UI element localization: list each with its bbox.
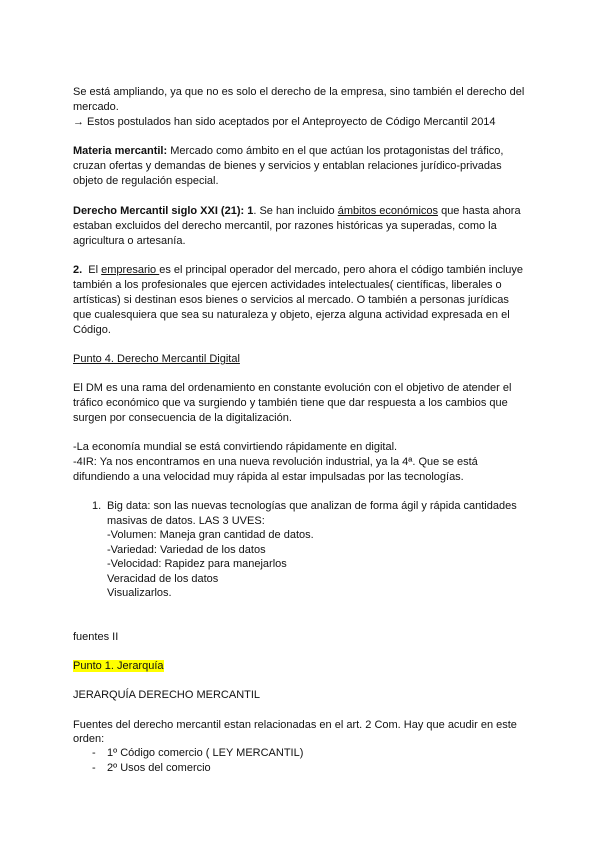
list-dash: -	[92, 747, 96, 759]
punto4-row	[73, 352, 533, 367]
ambitos-link[interactable]: ámbitos económicos	[337, 205, 439, 217]
point2-line-5: Código.	[73, 324, 111, 336]
bigdata-item: -Velocidad: Rapidez para manejarlos	[107, 558, 287, 570]
fuentes-dm-line-1: Fuentes del derecho mercantil estan relacionadas en el art. 2 Com. Hay que acudir en este	[73, 719, 517, 731]
bigdata-item: -Variedad: Variedad de los datos	[107, 544, 266, 556]
point2-post: es el principal operador del mercado, pero ahora el código también incluye	[159, 264, 524, 276]
point2-line-1	[73, 263, 533, 278]
materia-label: Materia mercantil:	[73, 145, 168, 157]
point2-line-2: también a los profesionales que ejercen actividades intelectuales( científicas, liberales o	[73, 279, 502, 291]
list-item: 2º Usos del comercio	[107, 762, 211, 774]
bigdata-line-2: masivas de datos. LAS 3 UVES:	[107, 515, 265, 527]
punto1-title: Punto 1. Jerarquía	[73, 660, 164, 672]
intro-line-2: mercado.	[73, 101, 119, 113]
point2-line-3: artísticas) si destinan esos bienes o servicios al mercado. O también a personas jurídicas	[73, 294, 509, 306]
dm-line-1: El DM es una rama del ordenamiento en constante evolución con el objetivo de atender el	[73, 382, 512, 394]
bigdata-line-1: Big data: son las nuevas tecnologías que analizan de forma ágil y rápida cantidades	[107, 500, 517, 512]
bigdata-number: 1.	[92, 500, 102, 512]
dm-line-2: tráfico económico que va surgiendo y también tiene que dar respuesta a los cambios que	[73, 397, 508, 409]
siglo-line-3: agricultura o artesanía.	[73, 235, 186, 247]
siglo-label: Derecho Mercantil siglo XXI (21): 1	[73, 205, 254, 217]
materia-line-3: objeto de regulación especial.	[73, 175, 219, 187]
dm-line-3: surgen por consecuencia de la digitalización.	[73, 412, 292, 424]
bigdata-item: -Volumen: Maneja gran cantidad de datos.	[107, 529, 314, 541]
siglo-pre: . Se han incluido	[253, 205, 338, 217]
siglo-post: que hasta ahora	[438, 205, 521, 217]
bigdata-item: Veracidad de los datos	[107, 573, 219, 585]
siglo-line-2: estaban excluidos del derecho mercantil, por razones históricas ya superadas, como la	[73, 220, 497, 232]
fuentes-dm-line-2: orden:	[73, 733, 105, 745]
empresario-link[interactable]: empresario	[101, 264, 160, 276]
materia-line-1	[73, 144, 533, 159]
point2-num: 2.	[73, 264, 83, 276]
materia-line-2: cruzan ofertas y demandas de bienes y servicios y entablan relaciones jurídico-privadas	[73, 160, 502, 172]
intro-line-3: → Estos postulados han sido aceptados por el Anteproyecto de Código Mercantil 2014	[73, 116, 496, 128]
economy-line-1: -La economía mundial se está convirtiendo rápidamente en digital.	[73, 441, 398, 453]
punto4-title: Punto 4. Derecho Mercantil Digital	[73, 353, 240, 365]
fuentes-label: fuentes II	[73, 631, 119, 643]
point2-pre: El	[82, 264, 102, 276]
economy-line-2: -4IR: Ya nos encontramos en una nueva revolución industrial, ya la 4ª. Que se está	[73, 456, 478, 468]
bigdata-item: Visualizarlos.	[107, 587, 172, 599]
economy-line-3: difundiendo a una velocidad muy rápida al estar impulsadas por las tecnologías.	[73, 471, 464, 483]
siglo-line-1	[73, 204, 533, 219]
list-item: 1º Código comercio ( LEY MERCANTIL)	[107, 747, 304, 759]
list-dash: -	[92, 762, 96, 774]
point2-line-4: que cualesquiera que sea su naturaleza y objeto, ejerza alguna actividad expresada en el	[73, 309, 510, 321]
intro-line-1: Se está ampliando, ya que no es solo el derecho de la empresa, sino también el derecho del	[73, 86, 525, 98]
punto1-row	[73, 659, 533, 674]
jerarquia-title: JERARQUÍA DERECHO MERCANTIL	[73, 689, 261, 701]
materia-text: Mercado como ámbito en el que actúan los protagonistas del tráfico,	[167, 145, 504, 157]
